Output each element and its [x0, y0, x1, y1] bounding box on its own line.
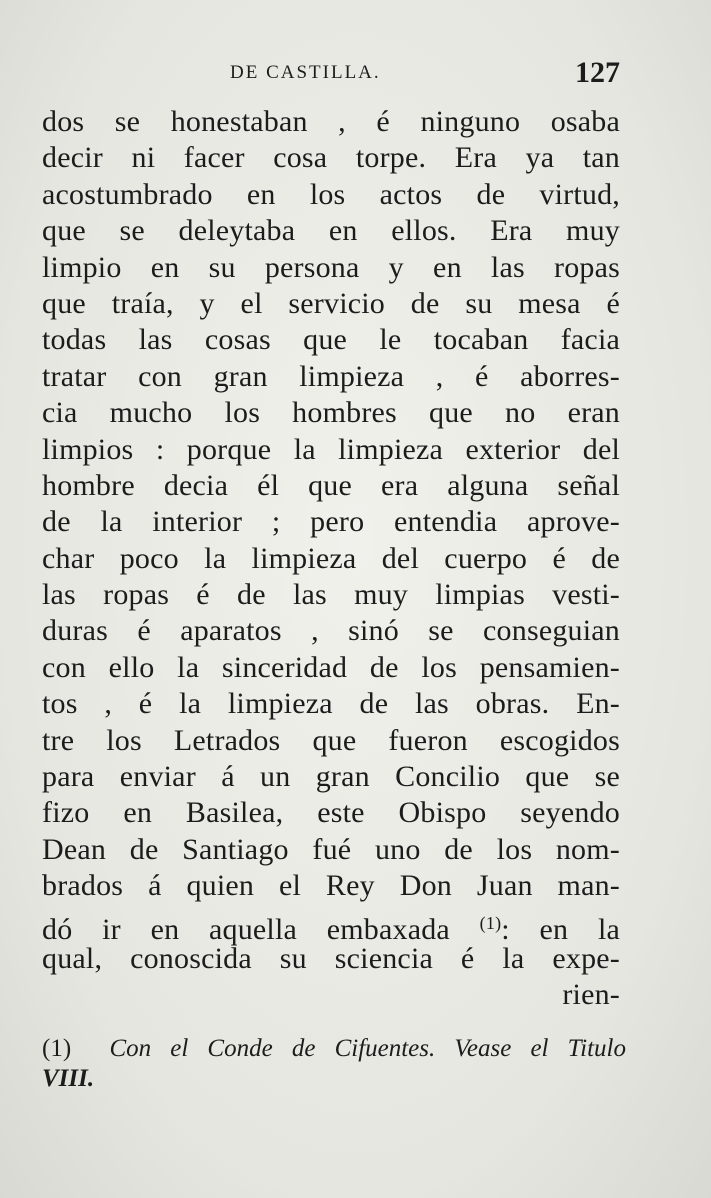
text-line: hombre decia él que era alguna señal — [42, 468, 620, 502]
text-line: las ropas é de las muy limpias vesti- — [42, 578, 620, 612]
catchword: rien- — [562, 978, 620, 1012]
text-line: tos , é la limpieza de las obras. En- — [42, 687, 620, 721]
text-line: de la interior ; pero entendia aprove- — [42, 505, 620, 539]
text-line: duras é aparatos , sinó se conseguian — [42, 614, 620, 648]
text-line: acostumbrado en los actos de virtud, — [42, 177, 620, 211]
text-line: qual, conoscida su sciencia é la expe- — [42, 941, 620, 975]
text-line: tratar con gran limpieza , é aborres- — [42, 359, 620, 393]
text-line-with-note — [42, 905, 621, 946]
text-line: cia mucho los hombres que no eran — [42, 396, 620, 430]
text-line: todas las cosas que le tocaban facia — [42, 323, 620, 357]
text-line: limpios : porque la limpieza exterior del — [42, 432, 620, 466]
page-number: 127 — [575, 56, 620, 89]
text-line: para enviar á un gran Concilio que se — [42, 760, 620, 794]
footnote-reference: (1) — [479, 912, 502, 933]
text-line: brados á quien el Rey Don Juan man- — [42, 869, 620, 903]
text-segment: : en la — [501, 912, 621, 946]
text-line: limpio en su persona y en las ropas — [42, 250, 620, 284]
running-title: DE CASTILLA. — [230, 62, 381, 83]
text-segment: dó ir en aquella embaxada — [42, 912, 450, 946]
text-line: Dean de Santiago fué uno de los nom- — [42, 832, 620, 866]
text-line: char poco la limpieza del cuerpo é de — [42, 541, 620, 575]
text-line: fizo en Basilea, este Obispo seyendo — [42, 796, 620, 830]
footnote-text: Con el Conde de Cifuentes. Vease el Titulo — [109, 1035, 627, 1062]
text-line: que traía, y el servicio de su mesa é — [42, 286, 620, 320]
text-line: con ello la sinceridad de los pensamien- — [42, 650, 620, 684]
text-line: tre los Letrados que fueron escogidos — [42, 723, 620, 757]
footnote-mark: (1) — [42, 1035, 72, 1062]
text-line: decir ni facer cosa torpe. Era ya tan — [42, 141, 620, 175]
text-line: dos se honestaban , é ninguno osaba — [42, 105, 620, 138]
footnote-line — [42, 1034, 626, 1064]
footnote-continuation: VIII. — [42, 1065, 95, 1092]
footnote — [42, 1034, 626, 1094]
body-text — [42, 104, 620, 1014]
page-header — [42, 56, 620, 96]
text-line: que se deleytaba en ellos. Era muy — [42, 214, 620, 248]
